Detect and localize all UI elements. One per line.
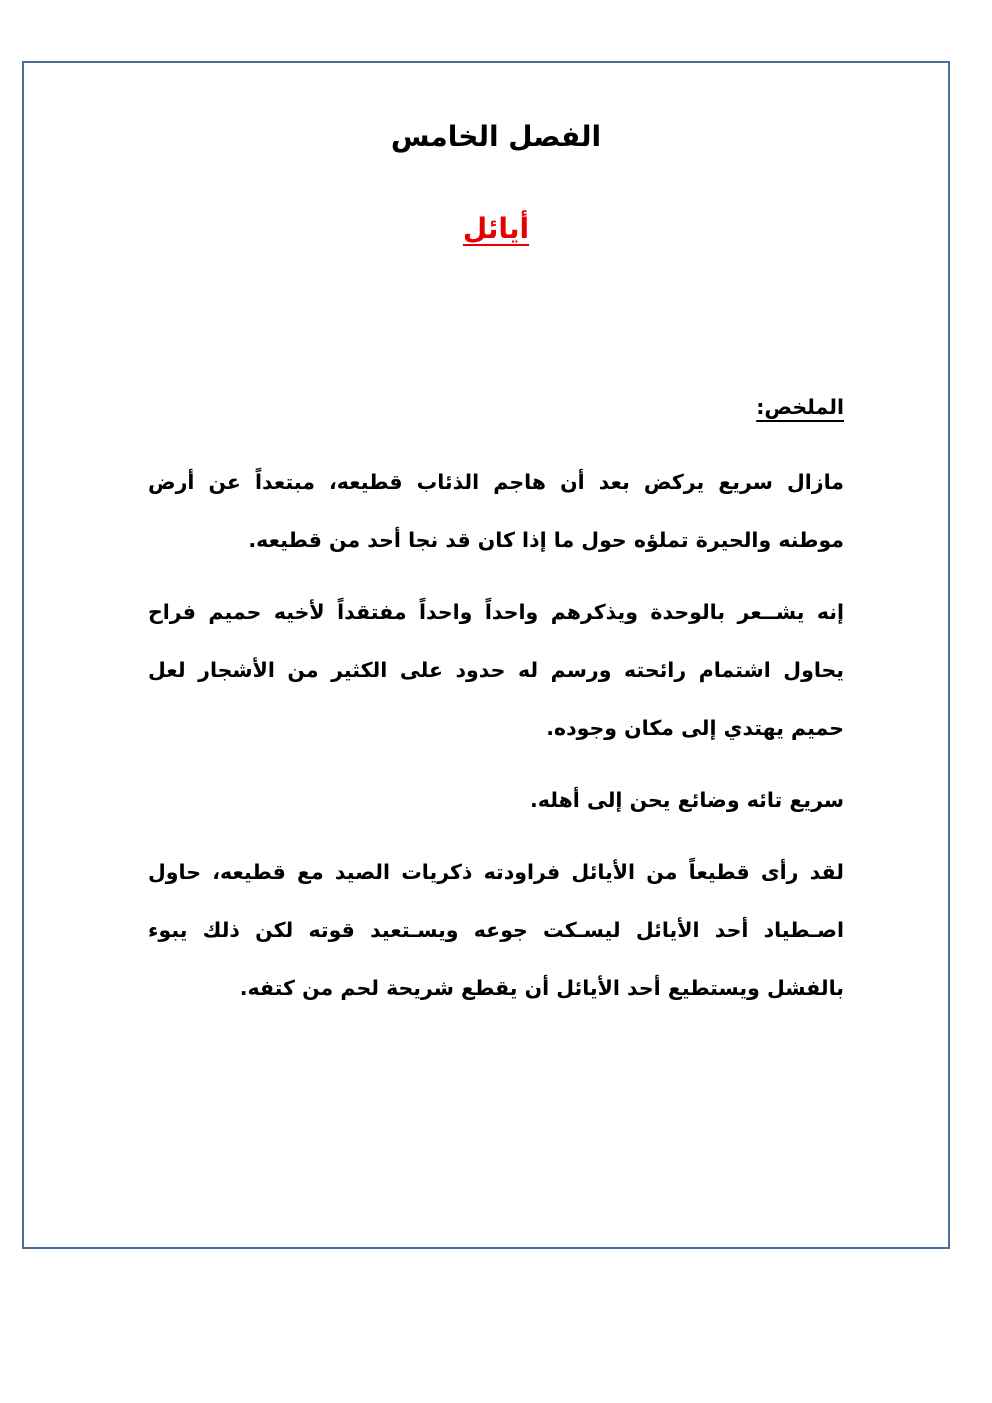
summary-paragraph-3: سريع تائه وضائع يحن إلى أهله. [530, 788, 844, 812]
summary-section [148, 385, 844, 1031]
summary-heading: الملخص: [756, 395, 844, 419]
summary-paragraph-2: إنه يشــعر بالوحدة ويذكرهم واحداً واحداً مفتقداً لأخيه حميم فراح يحاول اشتمام رائحته ورسم له حدود على الكثير من الأشجار لعل حميم يهتدي إلى مكان وجوده. [148, 600, 844, 740]
chapter-title: الفصل الخامس [390, 120, 602, 153]
summary-paragraph-4: لقد رأى قطيعاً من الأيائل فراودته ذكريات الصيد مع قطيعه، حاول اصـطياد أحد الأيائل ليسـكت جوعه ويسـتعيد قوته لكن ذلك يبوء بالفشل ويستطيع أحد الأيائل أن يقطع شريحة لحم من كتفه. [148, 860, 844, 1000]
main-title [0, 212, 992, 245]
main-title-text: أيائل [462, 212, 530, 245]
summary-paragraph-1: مازال سريع يركض بعد أن هاجم الذئاب قطيعه، مبتعداً عن أرض موطنه والحيرة تملؤه حول ما إذا كان قد نجا أحد من قطيعه. [148, 470, 844, 552]
